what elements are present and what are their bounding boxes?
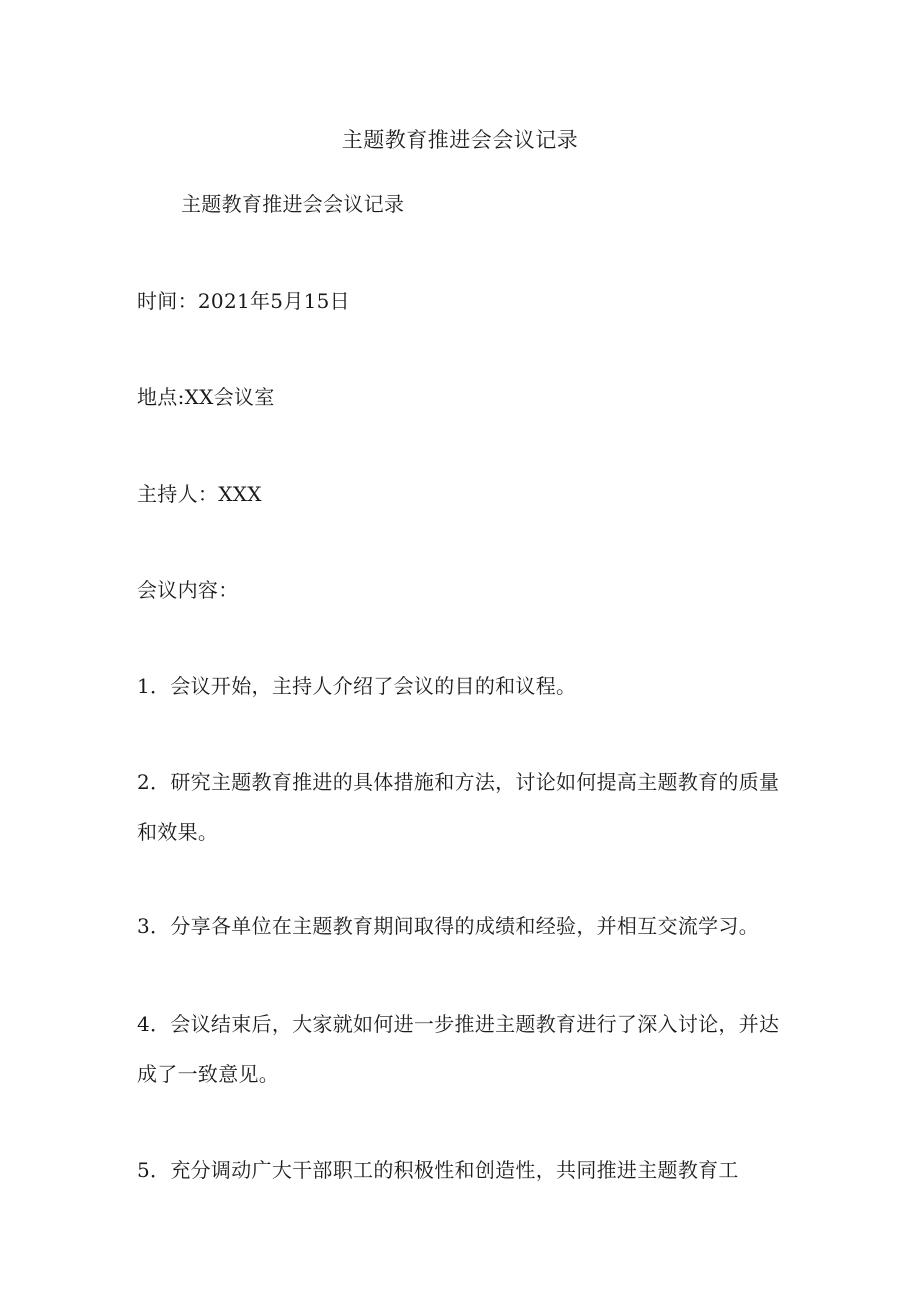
meeting-time: 时间：2021年5月15日 bbox=[137, 289, 350, 313]
document-subtitle: 主题教育推进会会议记录 bbox=[181, 192, 405, 216]
agenda-item-2-line-1: 2．研究主题教育推进的具体措施和方法，讨论如何提高主题教育的质量 bbox=[137, 770, 780, 794]
meeting-place: 地点:XX会议室 bbox=[137, 385, 275, 409]
document-title: 主题教育推进会会议记录 bbox=[341, 128, 579, 152]
agenda-item-1: 1．会议开始，主持人介绍了会议的目的和议程。 bbox=[137, 674, 577, 698]
agenda-item-4-line-2: 成了一致意见。 bbox=[137, 1062, 280, 1086]
meeting-content-label: 会议内容： bbox=[137, 578, 239, 602]
agenda-item-4-line-1: 4．会议结束后，大家就如何进一步推进主题教育进行了深入讨论，并达 bbox=[137, 1012, 780, 1036]
agenda-item-2-line-2: 和效果。 bbox=[137, 820, 219, 844]
agenda-item-3: 3．分享各单位在主题教育期间取得的成绩和经验，并相互交流学习。 bbox=[137, 914, 760, 938]
meeting-host: 主持人：XXX bbox=[137, 482, 262, 506]
agenda-item-5: 5．充分调动广大干部职工的积极性和创造性，共同推进主题教育工 bbox=[137, 1158, 739, 1182]
